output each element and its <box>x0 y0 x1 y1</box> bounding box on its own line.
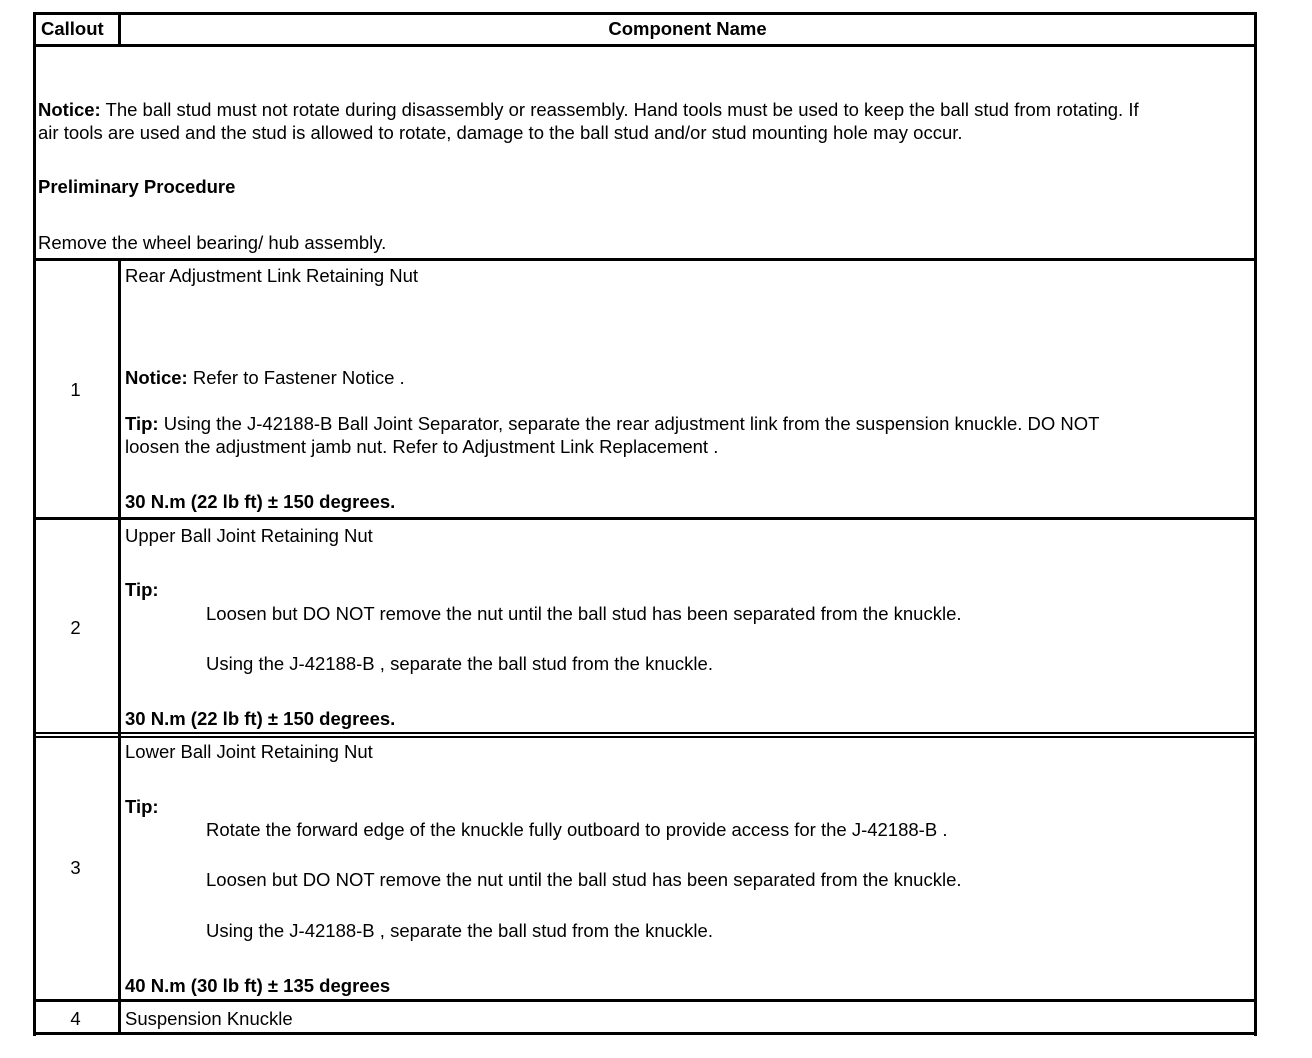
row2-torque: 30 N.m (22 lb ft) ± 150 degrees. <box>125 708 396 729</box>
table-bottom-border <box>33 1032 1257 1035</box>
row1-notice-text: Refer to Fastener Notice . <box>192 367 405 388</box>
row3-tip-item-1: Rotate the forward edge of the knuckle fully outboard to provide access for the J-42188-B . <box>206 819 948 840</box>
row3-tip-item-2: Loosen but DO NOT remove the nut until the ball stud has been separated from the knuckle. <box>206 869 962 890</box>
row1-torque: 30 N.m (22 lb ft) ± 150 degrees. <box>125 491 396 512</box>
callout-2: 2 <box>70 617 81 638</box>
callout-1: 1 <box>70 379 81 400</box>
intro-notice-line1 <box>38 99 1139 121</box>
table-top-border <box>33 12 1257 15</box>
row3-top-border <box>33 736 1257 738</box>
row1-notice-label: Notice: <box>125 367 188 388</box>
row1-tip-line2: loosen the adjustment jamb nut. Refer to Adjustment Link Replacement . <box>125 436 719 457</box>
row1-tip-text-1: Using the J-42188-B Ball Joint Separator, separate the rear adjustment link from the suspension knuckle. DO NOT <box>163 413 1100 434</box>
row3-name: Lower Ball Joint Retaining Nut <box>125 741 373 762</box>
row2-tip-item-1: Loosen but DO NOT remove the nut until the ball stud has been separated from the knuckle. <box>206 603 962 624</box>
row1-tip-label: Tip: <box>125 413 159 434</box>
row4-name: Suspension Knuckle <box>125 1008 293 1029</box>
row2-name: Upper Ball Joint Retaining Nut <box>125 525 373 546</box>
intro-notice-text-1: The ball stud must not rotate during disassembly or reassembly. Hand tools must be used to keep the ball stud from rotating. If <box>105 99 1139 120</box>
row3-tip-item-3: Using the J-42188-B , separate the ball stud from the knuckle. <box>206 920 713 941</box>
preliminary-text: Remove the wheel bearing/ hub assembly. <box>38 232 387 253</box>
row2-bottom-border <box>33 732 1257 734</box>
row3-tip-label: Tip: <box>125 796 159 817</box>
row1-name: Rear Adjustment Link Retaining Nut <box>125 265 419 286</box>
row3-torque: 40 N.m (30 lb ft) ± 135 degrees <box>125 975 391 996</box>
callout-4: 4 <box>70 1008 81 1029</box>
header-component-name: Component Name <box>608 18 767 39</box>
row1-bottom-border <box>33 517 1257 520</box>
intro-notice-label: Notice: <box>38 99 101 120</box>
row2-tip-label: Tip: <box>125 579 159 600</box>
row3-bottom-border <box>33 999 1257 1002</box>
row1-tip-line1 <box>125 413 1099 435</box>
intro-bottom-border <box>33 258 1257 261</box>
intro-notice-line2: air tools are used and the stud is allowed to rotate, damage to the ball stud and/or stud mounting hole may occur. <box>38 122 963 143</box>
row2-tip-item-2: Using the J-42188-B , separate the ball stud from the knuckle. <box>206 653 713 674</box>
column-divider <box>118 258 121 1035</box>
preliminary-heading: Preliminary Procedure <box>38 176 236 197</box>
row1-notice <box>125 367 405 389</box>
callout-3: 3 <box>70 857 81 878</box>
header-callout: Callout <box>41 18 104 39</box>
header-bottom-border <box>33 44 1257 47</box>
